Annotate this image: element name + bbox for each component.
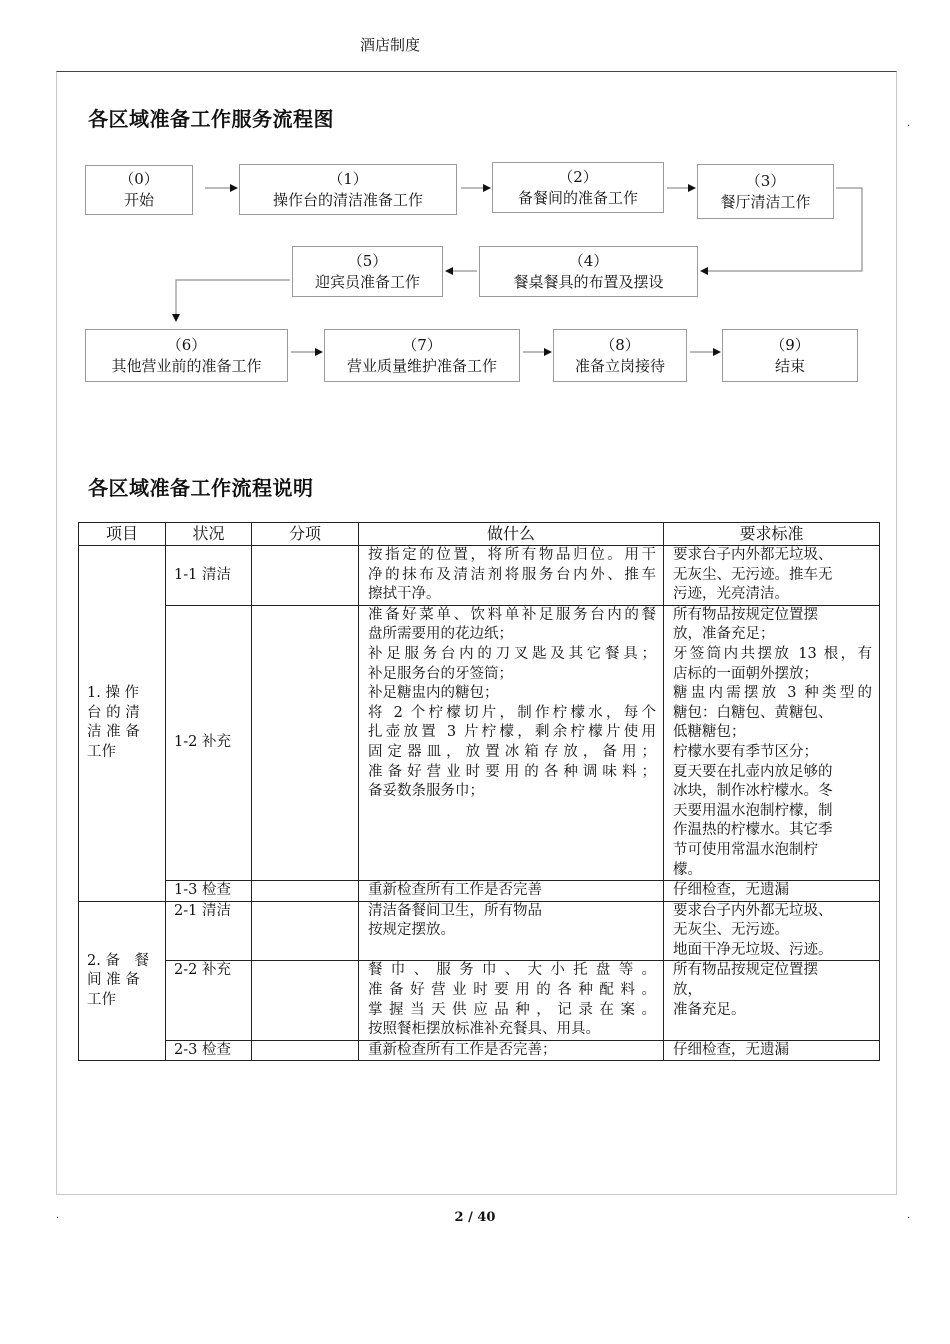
standard-text-line: 所有物品按规定位置摆 — [673, 606, 818, 623]
standard-cell — [664, 546, 880, 606]
table-row — [79, 546, 880, 606]
sub-cell — [252, 1040, 359, 1061]
what-cell — [359, 605, 664, 880]
sub-cell — [252, 881, 359, 902]
table-title: 各区域准备工作流程说明 — [88, 476, 314, 500]
flow-step-label: 操作台的清洁准备工作 — [272, 190, 423, 209]
what-text-line: 补足糖盅内的糖包； — [368, 685, 499, 702]
what-text-line: 补足服务台的牙签筒； — [368, 665, 513, 682]
margin-dot: . — [907, 1210, 911, 1221]
standard-text-line: 檬。 — [673, 861, 702, 878]
what-text-line: 清洁备餐间卫生，所有物品 — [368, 902, 542, 919]
flow-step-label: 备餐间的准备工作 — [517, 188, 638, 207]
standard-text-line: 放，准备充足； — [673, 626, 775, 643]
standard-text-line: 要求台子内外都无垃圾、 — [673, 902, 833, 919]
item-text-line: 间 准 备 — [87, 972, 140, 989]
flow-step-number: （5） — [347, 251, 388, 270]
table-row — [79, 605, 880, 880]
what-text-line: 按照餐柜摆放标准补充餐具、用具。 — [368, 1021, 600, 1038]
header-title: 酒店制度 — [360, 36, 421, 54]
standard-text-line: 天要用温水泡制柠檬，制 — [673, 802, 833, 819]
flow-step-number: （1） — [328, 169, 368, 188]
what-text-line: 餐巾、服务巾、大小托盘等。 — [368, 962, 656, 979]
status-cell: 1-1 清洁 — [166, 546, 252, 606]
status-cell: 2-1 清洁 — [166, 901, 252, 961]
col-header-item: 项目 — [79, 523, 166, 546]
flow-step-label: 其他营业前的准备工作 — [111, 356, 262, 375]
item-cell — [79, 901, 166, 1061]
flow-step-label: 营业质量维护准备工作 — [346, 356, 497, 375]
table-row — [79, 1040, 880, 1061]
flow-step-number: （6） — [166, 335, 207, 354]
flow-step-number: （0） — [119, 170, 159, 188]
flow-step-number: （4） — [568, 251, 609, 270]
standard-cell — [664, 961, 880, 1040]
standard-text-line: 地面干净无垃圾、污迹。 — [673, 941, 833, 958]
standard-text-line: 无灰尘、无污迹。 — [673, 922, 789, 939]
flow-step-number: （3） — [745, 171, 786, 190]
table-row — [79, 901, 880, 961]
flowchart-connectors — [0, 0, 950, 420]
what-text-line: 重新检查所有工作是否完善； — [368, 1041, 557, 1058]
standard-text-line: 所有物品按规定位置摆 — [673, 962, 818, 979]
standard-text-line: 要求台子内外都无垃圾、 — [673, 547, 833, 563]
col-header-status: 状况 — [166, 523, 252, 546]
what-text-line: 准备好营业时要用的各种调味料； — [368, 763, 656, 780]
page-number: 2 / 40 — [454, 1210, 496, 1225]
standard-text-line: 放， — [673, 982, 702, 999]
what-text-line: 盘所需要用的花边纸； — [368, 626, 513, 643]
standard-text-line: 牙签筒内共摆放 13 根，有 — [673, 645, 872, 662]
what-text-line: 补足服务台内的刀叉匙及其它餐具； — [368, 645, 656, 662]
flow-step-number: （7） — [402, 335, 442, 354]
table-row — [79, 881, 880, 902]
item-text-line: 1. 操 作 — [87, 685, 140, 702]
table-row — [79, 961, 880, 1040]
standard-text-line: 冰块，制作冰柠檬水。冬 — [673, 783, 833, 800]
flowchart-title: 各区域准备工作服务流程图 — [88, 107, 334, 131]
sub-cell — [252, 961, 359, 1040]
flow-step-number: （9） — [770, 335, 810, 354]
margin-dot: . — [907, 118, 911, 129]
standard-text-line: 糖包：白糖包、黄糖包、 — [673, 704, 833, 721]
standard-text-line: 准备充足。 — [673, 1001, 746, 1018]
what-text-line: 按规定摆放。 — [368, 922, 455, 939]
what-cell — [359, 1040, 664, 1061]
sub-cell — [252, 546, 359, 606]
what-cell — [359, 881, 664, 902]
status-cell: 1-3 检查 — [166, 881, 252, 902]
what-text-line: 扎壶放置 3 片柠檬，剩余柠檬片使用 — [368, 724, 656, 741]
item-text-line: 洁 准 备 — [87, 724, 140, 741]
standard-text-line: 糖盅内需摆放 3 种类型的 — [673, 685, 872, 702]
item-cell — [79, 546, 166, 902]
col-header-sub: 分项 — [252, 523, 359, 546]
what-text-line: 掌握当天供应品种，记录在案。 — [368, 1001, 656, 1018]
status-cell: 1-2 补充 — [166, 605, 252, 880]
status-cell: 2-3 检查 — [166, 1040, 252, 1061]
what-text-line: 净的抹布及清洁剂将服务台内外、推车 — [368, 566, 656, 583]
flow-step-label: 迎宾员准备工作 — [314, 272, 420, 291]
what-text-line: 将 2 个柠檬切片，制作柠檬水，每个 — [368, 704, 656, 721]
flow-step-label: 结束 — [774, 356, 805, 375]
what-cell — [359, 961, 664, 1040]
standard-text-line: 夏天要在扎壶内放足够的 — [673, 763, 833, 780]
standard-text-line: 低糖糖包； — [673, 724, 746, 741]
arrow-3-4 — [701, 188, 862, 271]
flow-step-label: 准备立岗接待 — [574, 356, 665, 375]
what-text-line: 准备好菜单、饮料单补足服务台内的餐 — [368, 606, 656, 623]
standard-cell — [664, 901, 880, 961]
what-cell — [359, 546, 664, 606]
standard-text-line: 节可使用常温水泡制柠 — [673, 841, 818, 858]
standard-cell — [664, 605, 880, 880]
process-table — [78, 522, 880, 1061]
flow-step-label: 开始 — [123, 191, 154, 209]
status-cell: 2-2 补充 — [166, 961, 252, 1040]
what-text-line: 按指定的位置，将所有物品归位。用干 — [368, 547, 656, 563]
what-text-line: 擦拭干净。 — [368, 586, 441, 603]
what-cell — [359, 901, 664, 961]
item-text-line: 台 的 清 — [87, 704, 140, 721]
flow-step-number: （2） — [558, 167, 598, 186]
standard-text-line: 店标的一面朝外摆放； — [673, 665, 818, 682]
flow-step-number: （8） — [600, 335, 640, 354]
col-header-what: 做什么 — [359, 523, 664, 546]
arrow-5-6 — [176, 280, 290, 321]
standard-cell — [664, 881, 880, 902]
item-text-line: 2. 备 餐 — [87, 952, 149, 969]
margin-dot: . — [56, 1210, 60, 1221]
what-text-line: 准备好营业时要用的各种配料。 — [368, 982, 656, 999]
col-header-standard: 要求标准 — [664, 523, 880, 546]
standard-text-line: 污迹，光亮清洁。 — [673, 586, 789, 603]
table-body — [79, 546, 880, 1061]
standard-text-line: 柠檬水要有季节区分； — [673, 743, 818, 760]
standard-text-line: 无灰尘、无污迹。推车无 — [673, 566, 833, 583]
what-text-line: 备妥数条服务巾； — [368, 783, 484, 800]
flow-step-label: 餐桌餐具的布置及摆设 — [513, 272, 664, 291]
standard-text-line: 仔细检查，无遗漏 — [673, 882, 789, 899]
what-text-line: 固定器皿，放置冰箱存放，备用； — [368, 743, 656, 760]
sub-cell — [252, 901, 359, 961]
item-text-line: 工作 — [87, 743, 116, 760]
standard-text-line: 仔细检查，无遗漏 — [673, 1041, 789, 1058]
what-text-line: 重新检查所有工作是否完善 — [368, 882, 542, 899]
sub-cell — [252, 605, 359, 880]
standard-text-line: 作温热的柠檬水。其它季 — [673, 822, 833, 839]
table-header-row — [79, 523, 880, 546]
item-text-line: 工作 — [87, 991, 116, 1008]
standard-cell — [664, 1040, 880, 1061]
flow-step-label: 餐厅清洁工作 — [720, 192, 811, 211]
